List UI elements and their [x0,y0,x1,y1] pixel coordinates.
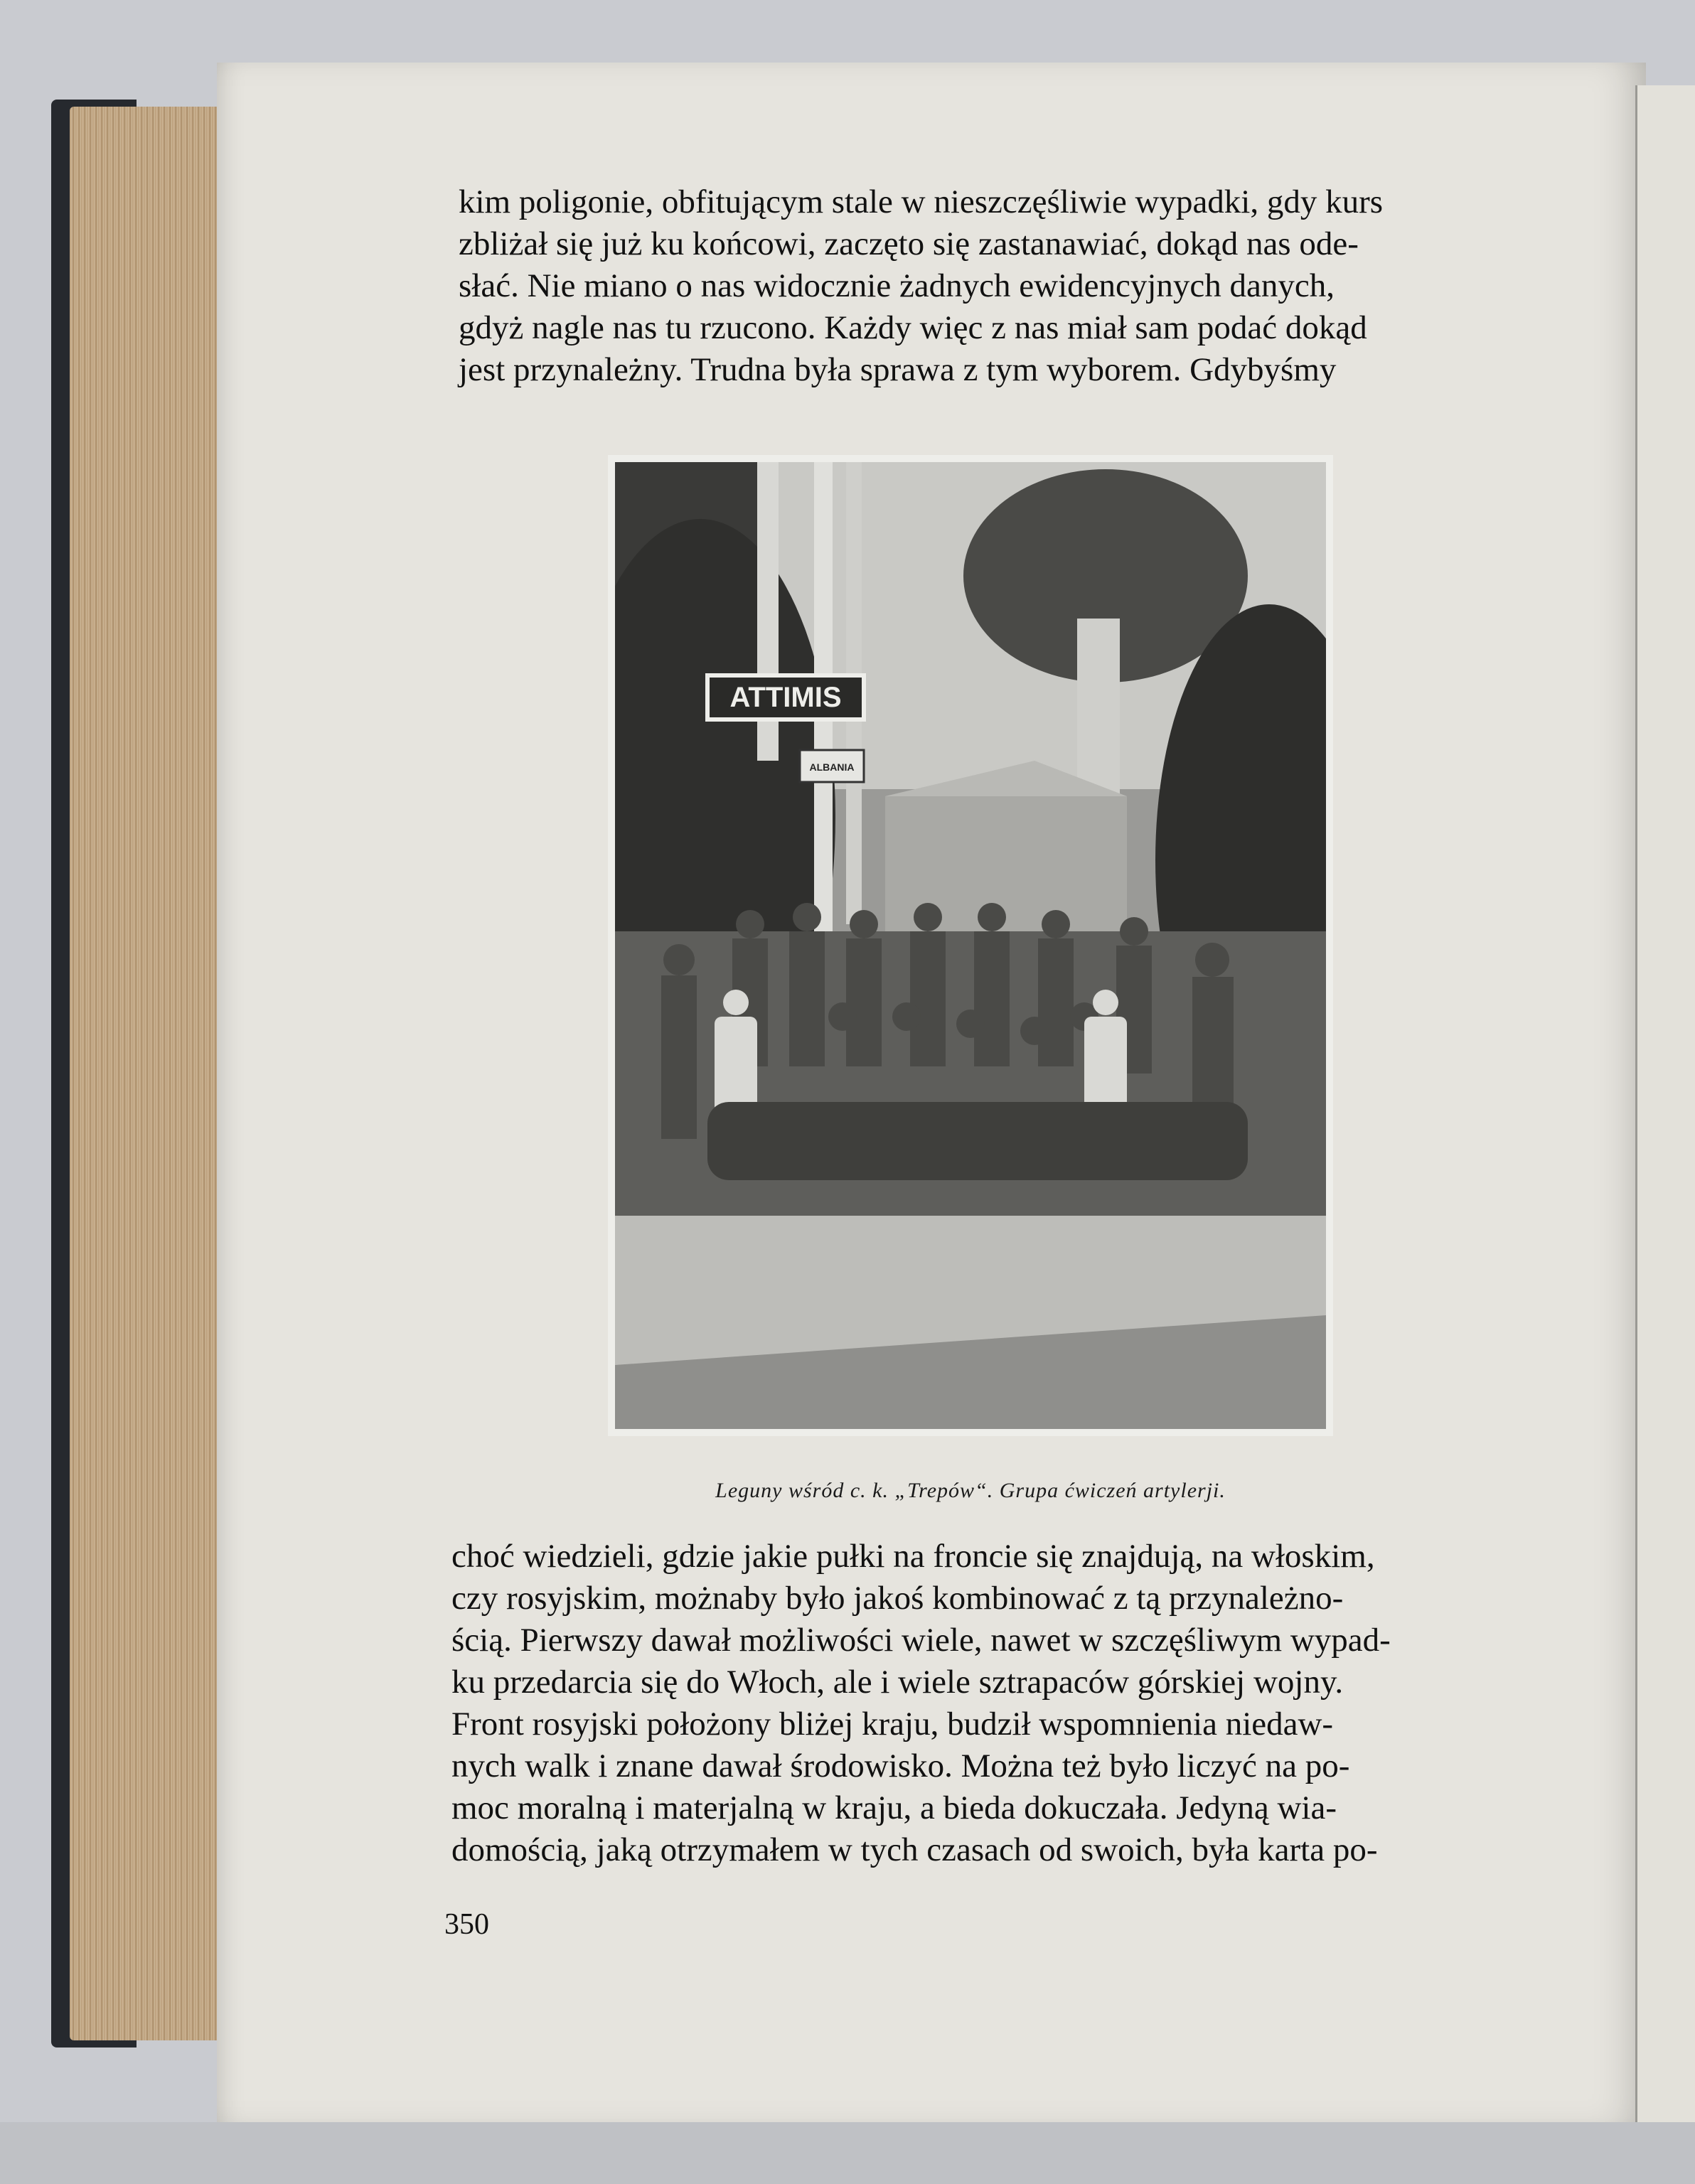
photo-caption: Leguny wśród c. k. „Trepów“. Grupa ćwiczeń artylerji. [715,1479,1226,1502]
text-line: Front rosyjski położony bliżej kraju, budził wspomnienia niedaw- [451,1706,1334,1743]
small-sign: ALBANIA [809,761,855,773]
group-photo [615,462,1326,1429]
attimis-sign: ATTIMIS [729,682,842,713]
background-surface [0,2122,1695,2184]
text-line: ścią. Pierwszy dawał możliwości wiele, nawet w szczęśliwym wypad- [451,1622,1391,1659]
next-page-edge [1635,85,1695,2147]
text-line: ku przedarcia się do Włoch, ale i wiele sztrapaców górskiej wojny. [451,1664,1344,1701]
page-edges [70,107,223,2040]
paragraph-bottom [451,1536,1482,1871]
text-line: jest przynależny. Trudna była sprawa z tym wyborem. Gdybyśmy [459,351,1337,388]
page-number: 350 [444,1908,489,1941]
text-line: czy rosyjskim, możnaby było jakoś kombinować z tą przynależno- [451,1580,1344,1617]
text-line: domością, jaką otrzymałem w tych czasach od swoich, była karta po- [451,1831,1378,1868]
text-line: słać. Nie miano o nas widocznie żadnych ewidencyjnych danych, [459,267,1335,304]
paragraph-top [459,181,1497,391]
text-line: gdyż nagle nas tu rzucono. Każdy więc z nas miał sam podać dokąd [459,309,1367,346]
text-line: kim poligonie, obfitującym stale w nieszczęśliwie wypadki, gdy kurs [459,183,1384,220]
text-line: choć wiedzieli, gdzie jakie pułki na froncie się znajdują, na włoskim, [451,1538,1375,1575]
text-line: moc moralną i materjalną w kraju, a bieda dokuczała. Jedyną wia- [451,1789,1337,1826]
text-line: zbliżał się już ku końcowi, zaczęto się zastanawiać, dokąd nas ode- [459,225,1359,262]
text-line: nych walk i znane dawał środowisko. Można też było liczyć na po- [451,1747,1350,1784]
